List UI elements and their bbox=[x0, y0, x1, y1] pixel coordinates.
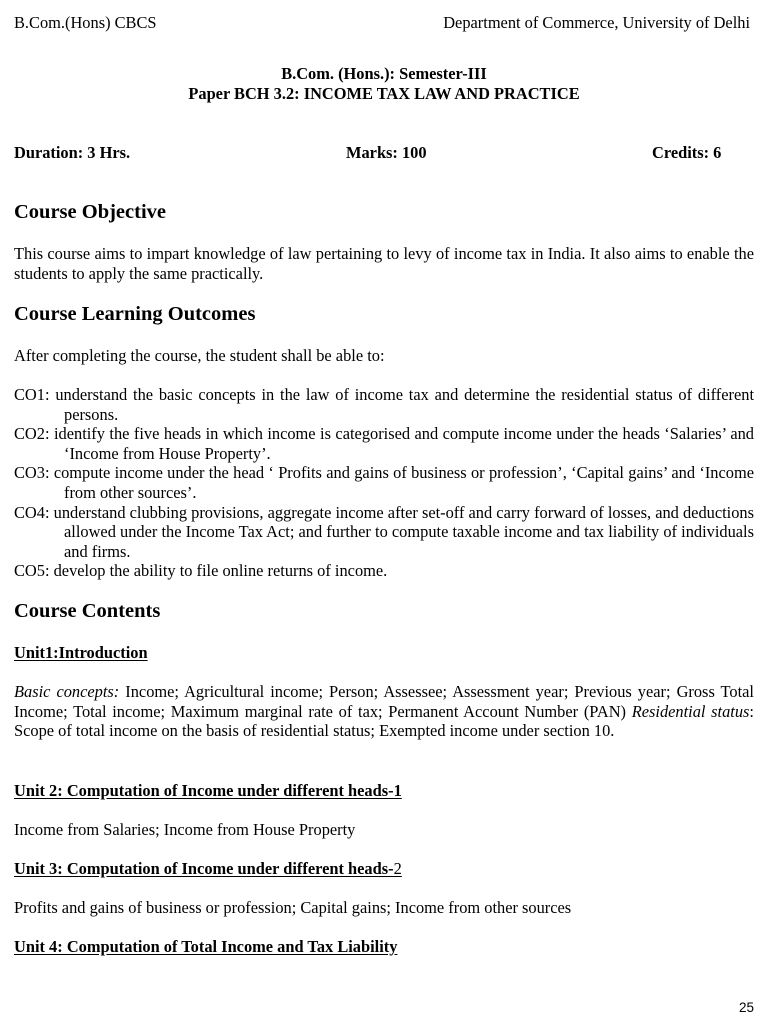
semester-title: B.Com. (Hons.): Semester-III bbox=[281, 64, 487, 83]
paper-title bbox=[14, 64, 754, 104]
outcomes-list bbox=[14, 385, 754, 581]
page-number: 25 bbox=[738, 1000, 754, 1015]
unit2-text: Income from Salaries; Income from House Property bbox=[14, 820, 356, 839]
outcome-co4: CO4: understand clubbing provisions, aggregate income after set-off and carry forward of losses, and deductions allowed under the Income Tax Act; and further to compute taxable income and tax liability of individuals and firms. bbox=[14, 502, 754, 561]
marks: Marks: 100 bbox=[346, 143, 427, 162]
outcome-co3: CO3: compute income under the head ‘ Profits and gains of business or profession’, ‘Capital gains’ and ‘Income from other sources’. bbox=[14, 463, 754, 502]
outcomes-heading: Course Learning Outcomes bbox=[14, 303, 256, 325]
unit4-heading: Unit 4: Computation of Total Income and Tax Liability bbox=[14, 937, 398, 956]
header-course: B.Com.(Hons) CBCS bbox=[14, 13, 157, 32]
document-page bbox=[14, 0, 754, 1024]
outcome-co1: CO1: understand the basic concepts in the law of income tax and determine the residential status of different persons. bbox=[14, 385, 754, 424]
duration: Duration: 3 Hrs. bbox=[14, 143, 131, 162]
contents-heading: Course Contents bbox=[14, 600, 161, 622]
unit1-heading: Unit1:Introduction bbox=[14, 643, 148, 662]
unit3-heading bbox=[14, 859, 402, 879]
unit1-paragraph bbox=[14, 682, 754, 741]
residential-status-text: : Scope of total income on the basis of residential status; Exempted income under section 10. bbox=[14, 701, 754, 741]
outcome-co2: CO2: identify the five heads in which income is categorised and compute income under the heads ‘Salaries’ and ‘Income from House Property’. bbox=[14, 424, 754, 463]
basic-concepts-label: Basic concepts: bbox=[14, 682, 120, 701]
unit3-text: Profits and gains of business or profession; Capital gains; Income from other sources bbox=[14, 898, 572, 917]
outcomes-intro bbox=[14, 346, 754, 366]
outcomes-intro-text: After completing the course, the student shall be able to: bbox=[14, 346, 385, 365]
paper-name: Paper BCH 3.2: INCOME TAX LAW AND PRACTICE bbox=[188, 84, 580, 103]
unit1-text bbox=[14, 682, 754, 741]
header-department: Department of Commerce, University of Delhi bbox=[443, 13, 750, 32]
objective-text bbox=[14, 244, 754, 283]
unit2-heading: Unit 2: Computation of Income under different heads-1 bbox=[14, 781, 402, 800]
basic-concepts-text: Income; Agricultural income; Person; Assessee; Assessment year; Previous year; Gross Total Income; Total income; Maximum marginal rate of tax; Permanent Account Number (PAN) bbox=[14, 682, 754, 721]
outcome-co5: CO5: develop the ability to file online returns of income. bbox=[14, 561, 388, 581]
unit3-heading-number: 2 bbox=[393, 859, 402, 878]
residential-status-label: Residential status bbox=[631, 701, 750, 721]
credits: Credits: 6 bbox=[652, 143, 722, 162]
objective-heading: Course Objective bbox=[14, 201, 166, 223]
running-header bbox=[14, 13, 754, 33]
unit3-heading-text: Unit 3: Computation of Income under different heads- bbox=[14, 859, 394, 878]
objective-paragraph: This course aims to impart knowledge of law pertaining to levy of income tax in India. It also aims to enable the students to apply the same practically. bbox=[14, 244, 754, 283]
